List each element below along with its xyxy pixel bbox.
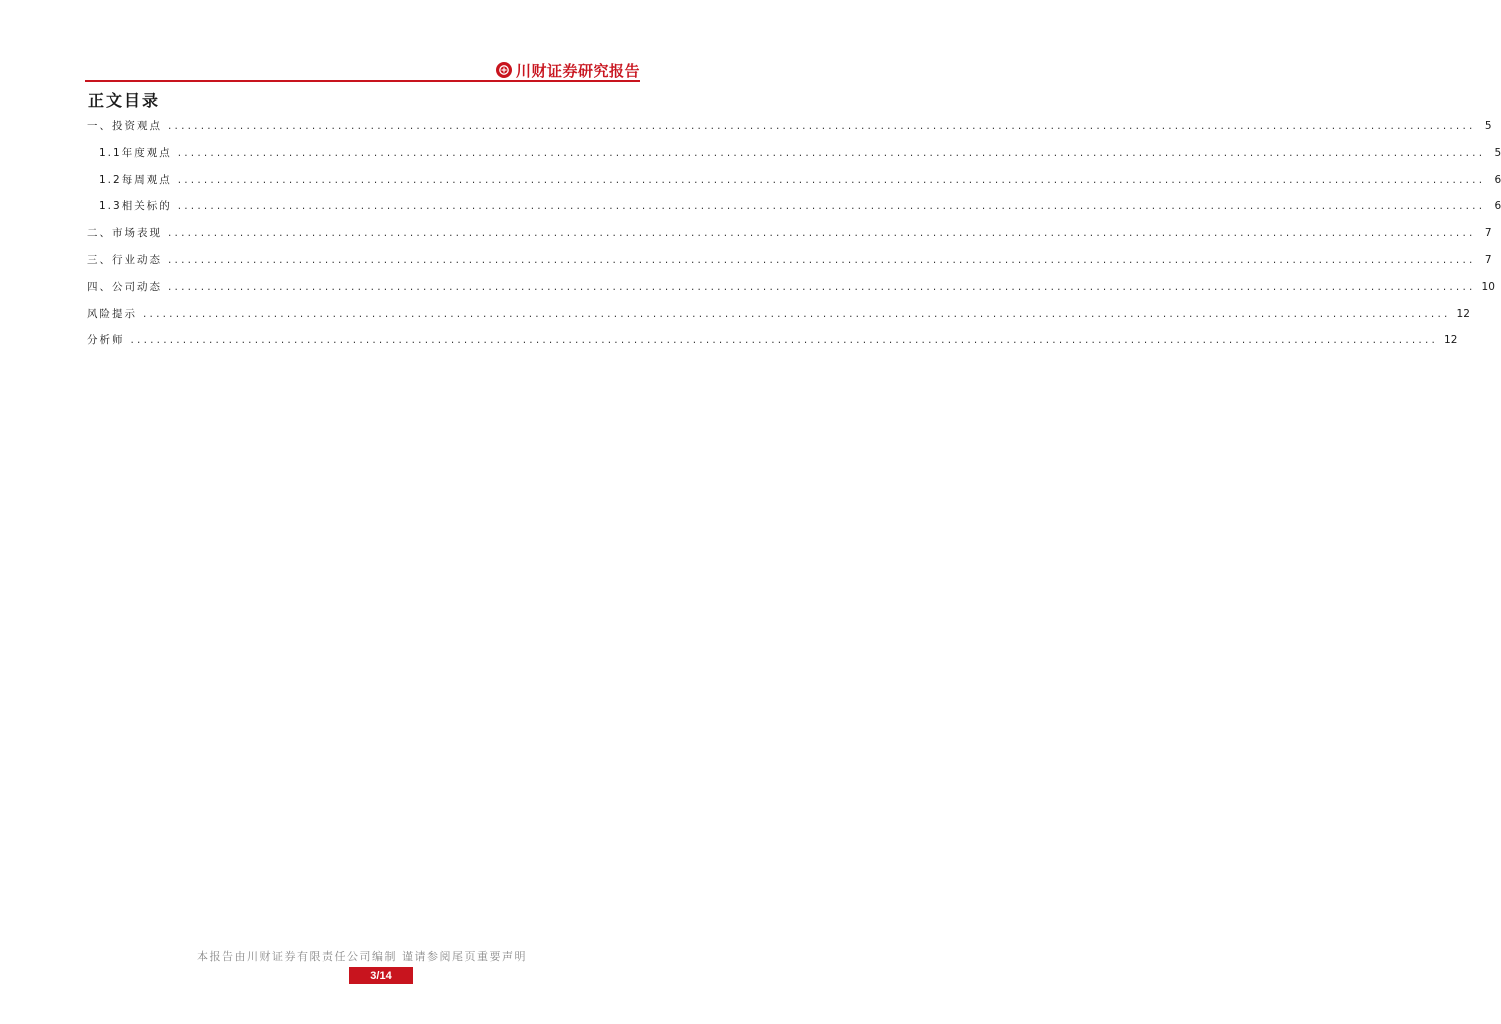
chuancai-logo-icon xyxy=(496,62,512,78)
toc-entry-label: 分析师 xyxy=(87,334,125,347)
toc-entry-label: 三、行业动态 xyxy=(87,253,162,266)
toc-entry-label: 一、投资观点 xyxy=(87,120,162,132)
toc-list xyxy=(87,118,1501,359)
toc-entry-page: 6 xyxy=(1494,173,1501,186)
toc-entry-page: 7 xyxy=(1484,253,1492,266)
toc-entry[interactable] xyxy=(87,252,1492,279)
toc-entry-label: 1.3相关标的 xyxy=(99,200,172,213)
toc-entry[interactable] xyxy=(87,225,1492,252)
toc-entry-page: 12 xyxy=(1444,334,1458,347)
toc-entry-page: 5 xyxy=(1484,120,1492,132)
footer-note: 本报告由川财证券有限责任公司编制 谨请参阅尾页重要声明 xyxy=(197,950,527,963)
toc-leader-dots: ........................................................................................................................................................................................................ xyxy=(130,334,1439,347)
toc-title: 正文目录 xyxy=(88,91,161,110)
toc-entry-page: 10 xyxy=(1481,280,1495,293)
toc-entry[interactable] xyxy=(87,118,1492,145)
toc-entry[interactable] xyxy=(87,145,1501,172)
toc-leader-dots: ........................................................................................................................................................................................................ xyxy=(168,227,1476,240)
toc-entry-label: 风险提示 xyxy=(87,307,137,320)
toc-leader-dots: ........................................................................................................................................................................................................ xyxy=(168,120,1476,132)
toc-entry-page: 5 xyxy=(1494,146,1501,159)
toc-entry-label: 二、市场表现 xyxy=(87,227,162,240)
toc-leader-dots: ........................................................................................................................................................................................................ xyxy=(177,146,1486,159)
toc-entry[interactable] xyxy=(87,332,1458,359)
toc-entry-label: 1.2每周观点 xyxy=(99,173,172,186)
toc-entry-page: 12 xyxy=(1456,307,1470,320)
toc-leader-dots: ........................................................................................................................................................................................................ xyxy=(177,200,1486,213)
toc-leader-dots: ........................................................................................................................................................................................................ xyxy=(143,307,1451,320)
header-brand xyxy=(496,60,640,80)
toc-entry[interactable] xyxy=(87,172,1501,199)
page-indicator: 3/14 xyxy=(349,967,413,984)
toc-entry[interactable] xyxy=(87,198,1501,225)
brand-text: 川财证券研究报告 xyxy=(515,61,640,80)
toc-leader-dots: ........................................................................................................................................................................................................ xyxy=(168,280,1476,293)
toc-entry[interactable] xyxy=(87,279,1495,306)
toc-entry-page: 7 xyxy=(1484,227,1492,240)
toc-entry-page: 6 xyxy=(1494,200,1501,213)
toc-leader-dots: ........................................................................................................................................................................................................ xyxy=(168,253,1476,266)
toc-leader-dots: ........................................................................................................................................................................................................ xyxy=(177,173,1486,186)
toc-entry-label: 1.1年度观点 xyxy=(99,146,172,159)
toc-entry[interactable] xyxy=(87,306,1470,333)
toc-entry-label: 四、公司动态 xyxy=(87,280,162,293)
header-rule xyxy=(85,80,640,82)
